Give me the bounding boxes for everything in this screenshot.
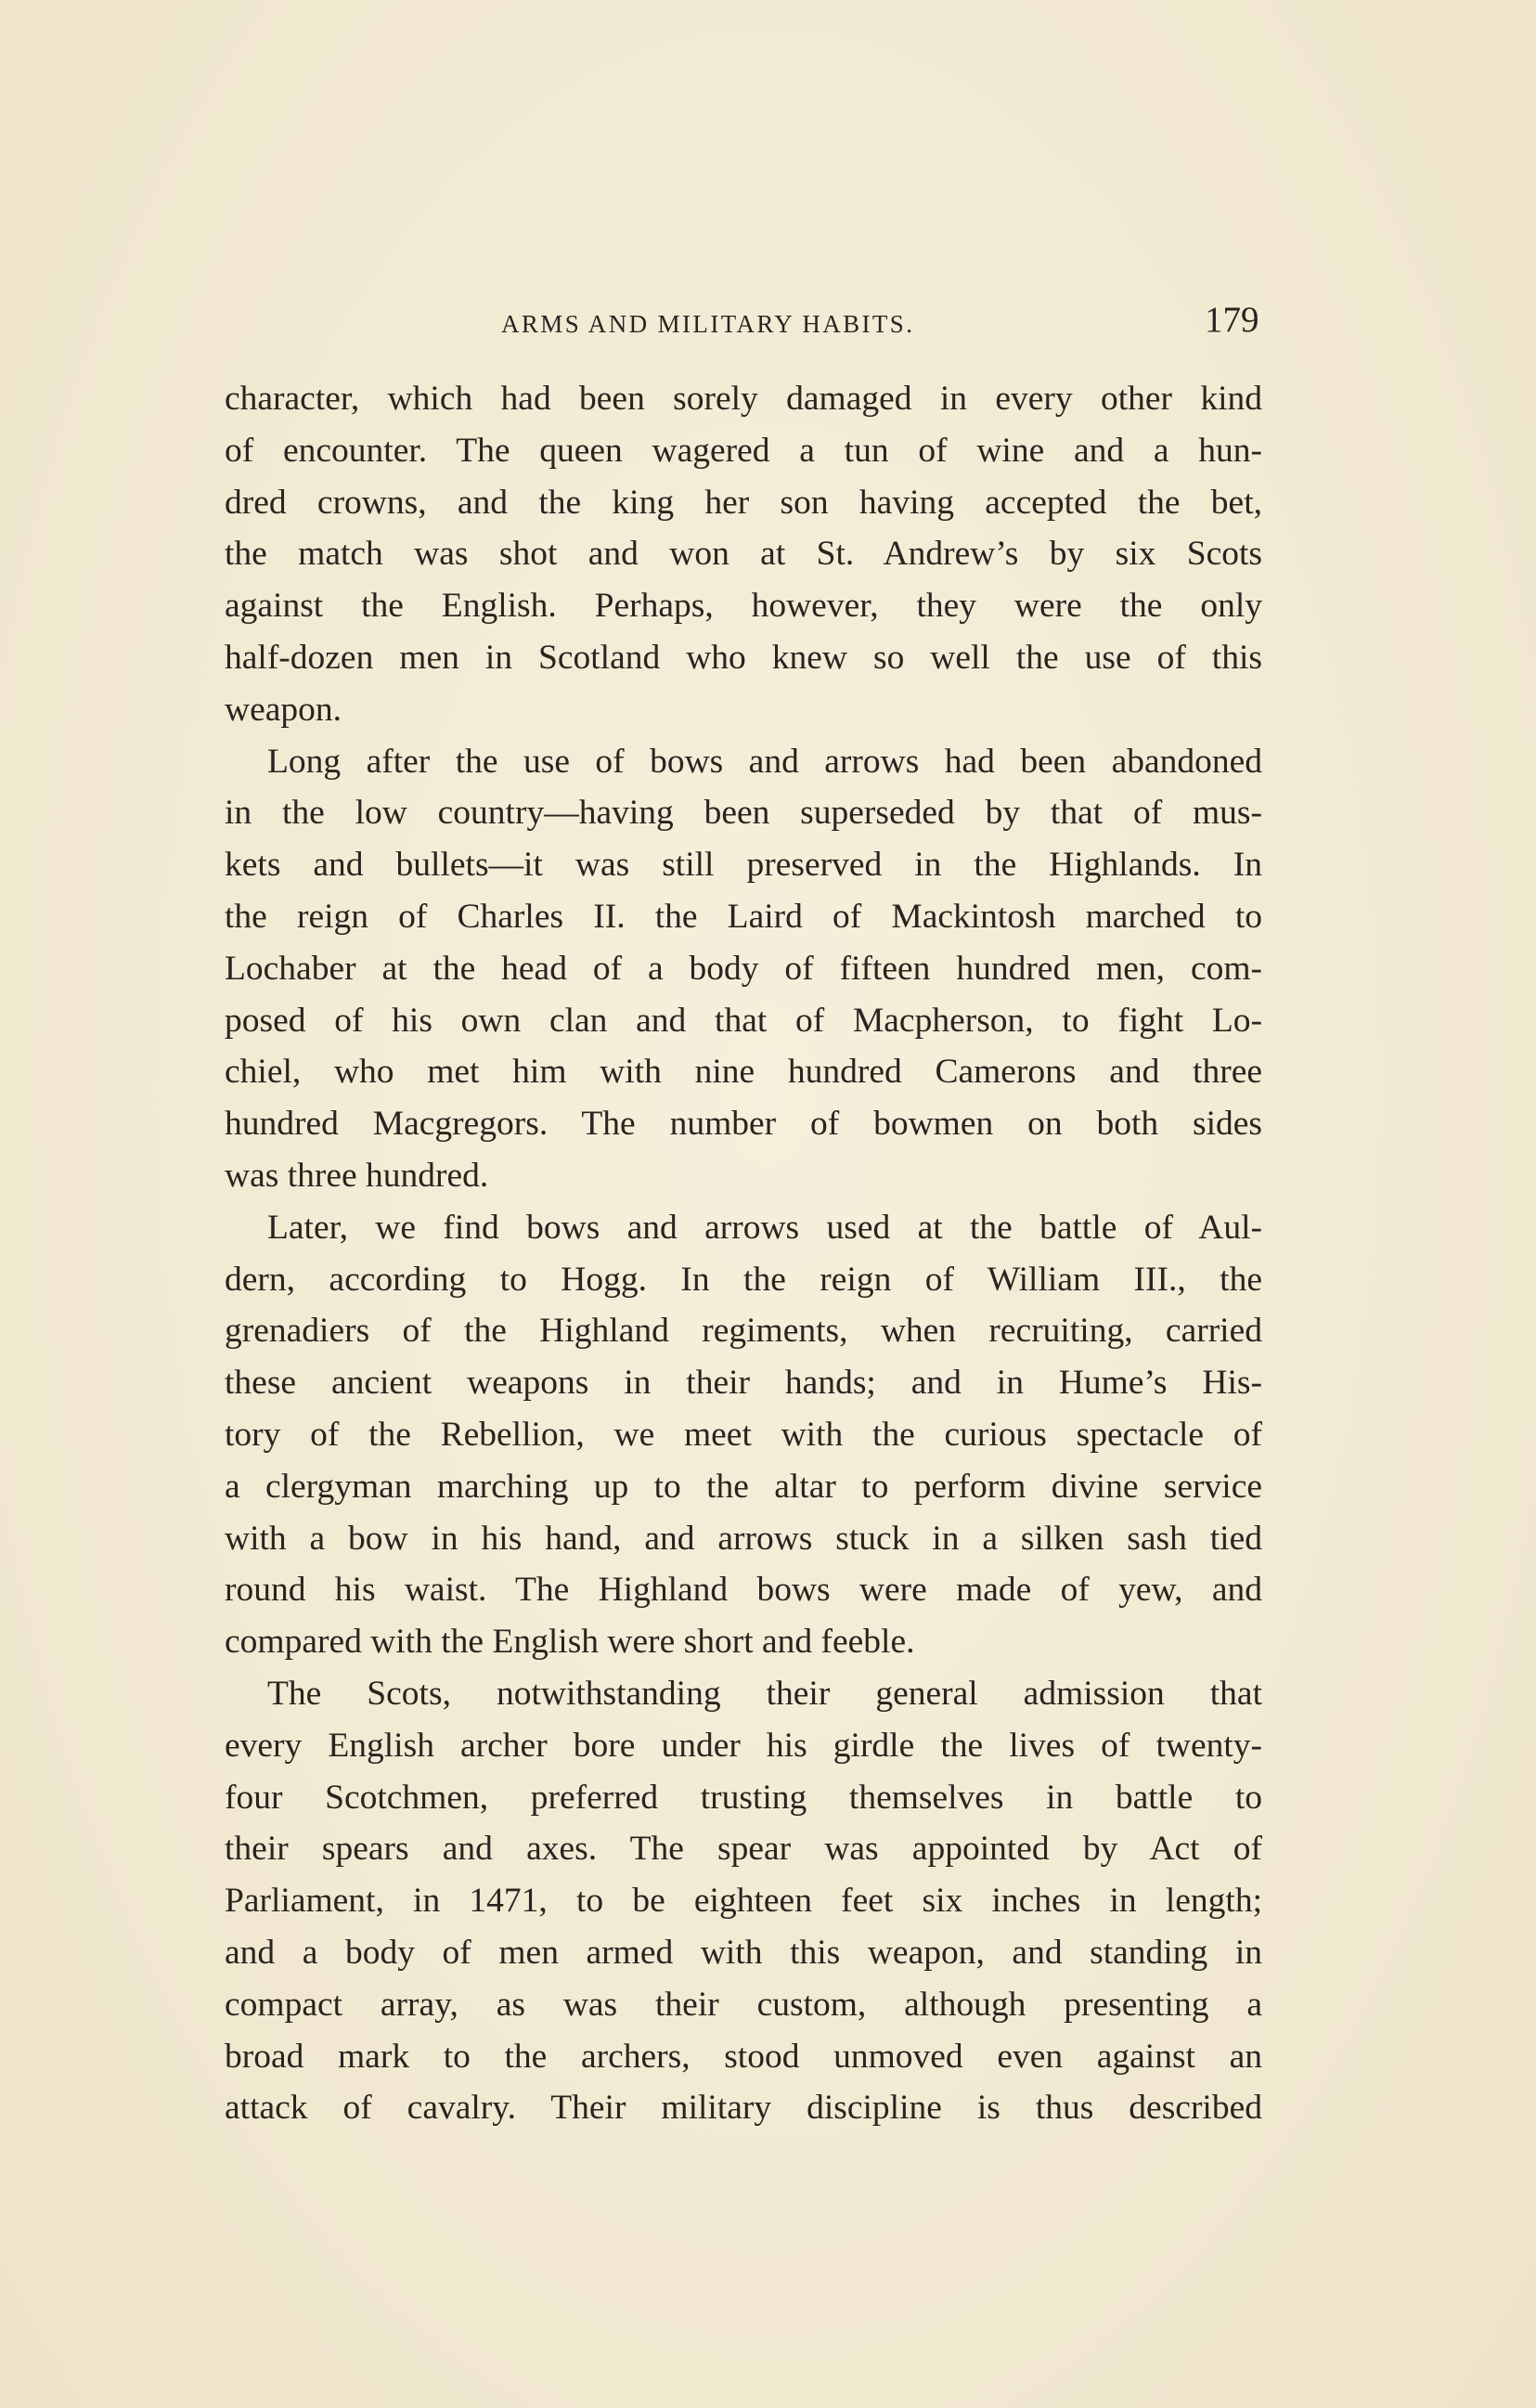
body-text bbox=[225, 373, 1262, 2134]
text-line: posed of his own clan and that of Macpherson, to fight Lo- bbox=[225, 1001, 1262, 1040]
text-line: dred crowns, and the king her son having accepted the bet, bbox=[225, 483, 1262, 522]
text-line: kets and bullets—it was still preserved in the Highlands. In bbox=[225, 846, 1262, 885]
page-number: 179 bbox=[1205, 300, 1259, 340]
text-line: weapon. bbox=[225, 690, 342, 729]
text-line: a clergyman marching up to the altar to perform divine service bbox=[225, 1467, 1262, 1506]
text-line: attack of cavalry. Their military discipline is thus described bbox=[225, 2089, 1262, 2128]
paragraph-start-line: The Scots, notwithstanding their general admission that bbox=[267, 1674, 1262, 1713]
text-line: tory of the Rebellion, we meet with the curious spectacle of bbox=[225, 1415, 1262, 1454]
text-line: half-dozen men in Scotland who knew so well the use of this bbox=[225, 638, 1262, 677]
text-line: chiel, who met him with nine hundred Camerons and three bbox=[225, 1053, 1262, 1092]
text-line: with a bow in his hand, and arrows stuck in a silken sash tied bbox=[225, 1519, 1262, 1558]
text-line: four Scotchmen, preferred trusting themselves in battle to bbox=[225, 1778, 1262, 1817]
text-line: in the low country—having been superseded by that of mus- bbox=[225, 794, 1262, 833]
paragraph-start-line: Later, we find bows and arrows used at the battle of Aul- bbox=[267, 1208, 1262, 1247]
text-line: the reign of Charles II. the Laird of Mackintosh marched to bbox=[225, 897, 1262, 936]
text-line: Parliament, in 1471, to be eighteen feet six inches in length; bbox=[225, 1882, 1262, 1921]
text-line: their spears and axes. The spear was appointed by Act of bbox=[225, 1830, 1262, 1869]
text-line: every English archer bore under his girdle the lives of twenty- bbox=[225, 1726, 1262, 1765]
text-line: round his waist. The Highland bows were made of yew, and bbox=[225, 1571, 1262, 1610]
text-line: broad mark to the archers, stood unmoved even against an bbox=[225, 2037, 1262, 2076]
text-line: grenadiers of the Highland regiments, when recruiting, carried bbox=[225, 1312, 1262, 1351]
text-line: compared with the English were short and feeble. bbox=[225, 1623, 915, 1662]
text-line: compact array, as was their custom, although presenting a bbox=[225, 1985, 1262, 2024]
text-line: was three hundred. bbox=[225, 1156, 489, 1195]
text-line: these ancient weapons in their hands; and in Hume’s His- bbox=[225, 1364, 1262, 1403]
text-line: the match was shot and won at St. Andrew’s by six Scots bbox=[225, 535, 1262, 574]
text-line: character, which had been sorely damaged in every other kind bbox=[225, 380, 1262, 418]
running-head: ARMS AND MILITARY HABITS. bbox=[501, 310, 915, 338]
text-line: and a body of men armed with this weapon, and standing in bbox=[225, 1933, 1262, 1972]
text-line: dern, according to Hogg. In the reign of William III., the bbox=[225, 1260, 1262, 1299]
paragraph-start-line: Long after the use of bows and arrows had been abandoned bbox=[267, 742, 1262, 781]
text-line: against the English. Perhaps, however, they were the only bbox=[225, 587, 1262, 626]
text-line: of encounter. The queen wagered a tun of wine and a hun- bbox=[225, 431, 1262, 470]
text-line: Lochaber at the head of a body of fifteen hundred men, com- bbox=[225, 949, 1262, 988]
text-line: hundred Macgregors. The number of bowmen on both sides bbox=[225, 1105, 1262, 1144]
